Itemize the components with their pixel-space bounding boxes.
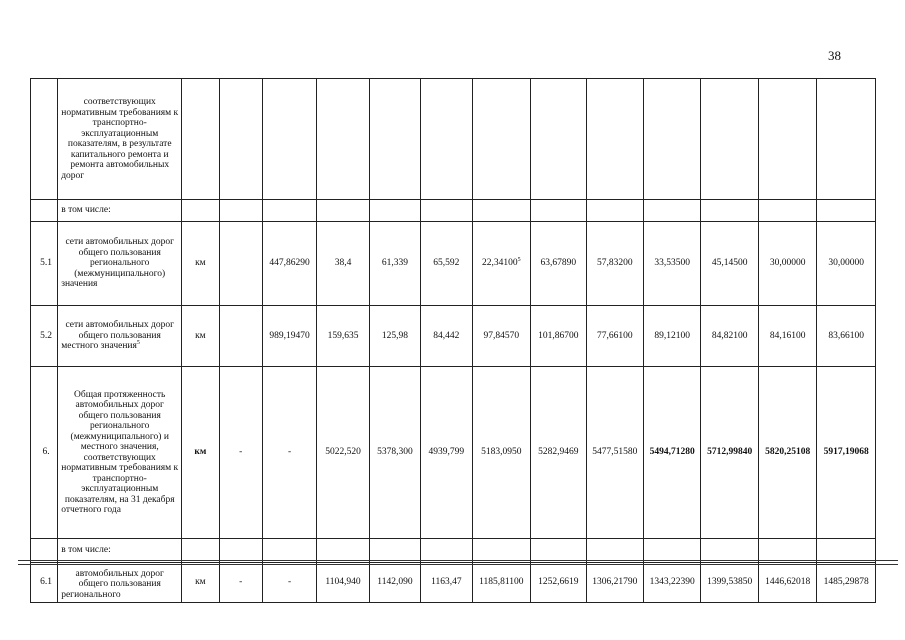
scan-line <box>18 564 898 565</box>
row-col4: 989,19470 <box>262 306 316 367</box>
row-name: автомобильных дорог общего пользования регионального <box>58 563 182 603</box>
cell <box>219 539 262 563</box>
cell <box>643 539 700 563</box>
row-number <box>31 79 58 200</box>
cell <box>421 79 472 200</box>
cell <box>643 200 700 222</box>
value-cell: 30,00000 <box>817 222 876 306</box>
row-name: соответствующих нормативным требованиям к транспортно-эксплуатационным показателям, в результате капитального ремонта и ремонта автомобильных дорог <box>58 79 182 200</box>
value-cell: 65,592 <box>421 222 472 306</box>
row-col3: - <box>219 563 262 603</box>
cell <box>531 79 586 200</box>
row-col3 <box>219 222 262 306</box>
footnote-mark: 5 <box>517 257 521 264</box>
row-col4: 447,86290 <box>262 222 316 306</box>
table-row <box>31 306 876 367</box>
cell <box>369 79 420 200</box>
cell <box>317 539 369 563</box>
cell <box>701 200 758 222</box>
table-row <box>31 563 876 603</box>
value-cell: 125,98 <box>369 306 420 367</box>
row-col4 <box>262 79 316 200</box>
value-cell: 61,339 <box>369 222 420 306</box>
cell <box>421 200 472 222</box>
value-cell: 5494,71280 <box>643 367 700 539</box>
cell <box>758 200 816 222</box>
value-cell: 84,442 <box>421 306 472 367</box>
value-cell: 5712,99840 <box>701 367 758 539</box>
value-text: 22,34100 <box>482 258 518 269</box>
cell <box>586 200 643 222</box>
row-number <box>31 539 58 563</box>
cell <box>317 79 369 200</box>
cell <box>219 200 262 222</box>
value-cell: 1306,21790 <box>586 563 643 603</box>
cell <box>472 539 530 563</box>
cell <box>317 200 369 222</box>
value-cell-with-footnote <box>472 222 530 306</box>
value-cell: 4939,799 <box>421 367 472 539</box>
value-cell: 1446,62018 <box>758 563 816 603</box>
row-name: сети автомобильных дорог общего пользования регионального (межмуниципального) значения <box>58 222 182 306</box>
value-cell: 1185,81100 <box>472 563 530 603</box>
value-cell: 63,67890 <box>531 222 586 306</box>
row-unit: км <box>182 367 219 539</box>
row-name-text: сети автомобильных дорог общего пользования местного значения <box>61 320 174 352</box>
value-cell: 1142,090 <box>369 563 420 603</box>
value-cell: 97,84570 <box>472 306 530 367</box>
value-cell: 1485,29878 <box>817 563 876 603</box>
row-col3: - <box>219 367 262 539</box>
table-row <box>31 367 876 539</box>
value-cell: 5378,300 <box>369 367 420 539</box>
value-cell: 1104,940 <box>317 563 369 603</box>
value-cell: 45,14500 <box>701 222 758 306</box>
row-unit <box>182 79 219 200</box>
value-cell: 5917,19068 <box>817 367 876 539</box>
cell <box>472 79 530 200</box>
row-name: Общая протяженность автомобильных дорог общего пользования регионального (межмуниципального) и местного значения, соответствующих нормативным требованиям к транспортно-эксплуатационным показателям, на 31 декабря отчетного года <box>58 367 182 539</box>
row-unit: км <box>182 222 219 306</box>
value-cell: 33,53500 <box>643 222 700 306</box>
footnote-mark: 5 <box>136 340 140 347</box>
row-number: 6.1 <box>31 563 58 603</box>
cell <box>531 200 586 222</box>
cell <box>817 79 876 200</box>
cell <box>701 79 758 200</box>
cell <box>262 200 316 222</box>
page-number: 38 <box>828 48 841 63</box>
cell <box>586 79 643 200</box>
row-name <box>58 306 182 367</box>
row-unit: км <box>182 306 219 367</box>
cell <box>369 200 420 222</box>
value-cell: 159,635 <box>317 306 369 367</box>
cell <box>701 539 758 563</box>
row-col3 <box>219 306 262 367</box>
row-number <box>31 200 58 222</box>
cell <box>817 539 876 563</box>
value-cell: 5477,51580 <box>586 367 643 539</box>
cell <box>369 539 420 563</box>
cell <box>421 539 472 563</box>
cell <box>531 539 586 563</box>
value-cell: 101,86700 <box>531 306 586 367</box>
cell <box>758 79 816 200</box>
value-cell: 84,82100 <box>701 306 758 367</box>
value-cell: 83,66100 <box>817 306 876 367</box>
row-col4: - <box>262 563 316 603</box>
table-row <box>31 79 876 200</box>
value-cell: 30,00000 <box>758 222 816 306</box>
value-cell: 1163,47 <box>421 563 472 603</box>
row-number: 5.1 <box>31 222 58 306</box>
value-cell: 5022,520 <box>317 367 369 539</box>
value-cell: 5820,25108 <box>758 367 816 539</box>
row-col4: - <box>262 367 316 539</box>
row-name: в том числе: <box>58 539 182 563</box>
table-row <box>31 539 876 563</box>
row-unit: км <box>182 563 219 603</box>
value-cell: 84,16100 <box>758 306 816 367</box>
value-cell: 1399,53850 <box>701 563 758 603</box>
scan-line <box>18 560 898 561</box>
row-col3 <box>219 79 262 200</box>
value-cell: 5282,9469 <box>531 367 586 539</box>
cell <box>262 539 316 563</box>
data-table <box>30 78 876 603</box>
cell <box>182 200 219 222</box>
cell <box>586 539 643 563</box>
value-cell: 89,12100 <box>643 306 700 367</box>
value-cell: 57,83200 <box>586 222 643 306</box>
value-cell: 38,4 <box>317 222 369 306</box>
cell <box>817 200 876 222</box>
table-row <box>31 200 876 222</box>
value-cell: 1252,6619 <box>531 563 586 603</box>
value-cell: 5183,0950 <box>472 367 530 539</box>
cell <box>643 79 700 200</box>
row-number: 6. <box>31 367 58 539</box>
cell <box>182 539 219 563</box>
table-row <box>31 222 876 306</box>
value-cell: 1343,22390 <box>643 563 700 603</box>
value-cell: 77,66100 <box>586 306 643 367</box>
row-number: 5.2 <box>31 306 58 367</box>
cell <box>472 200 530 222</box>
cell <box>758 539 816 563</box>
row-name: в том числе: <box>58 200 182 222</box>
